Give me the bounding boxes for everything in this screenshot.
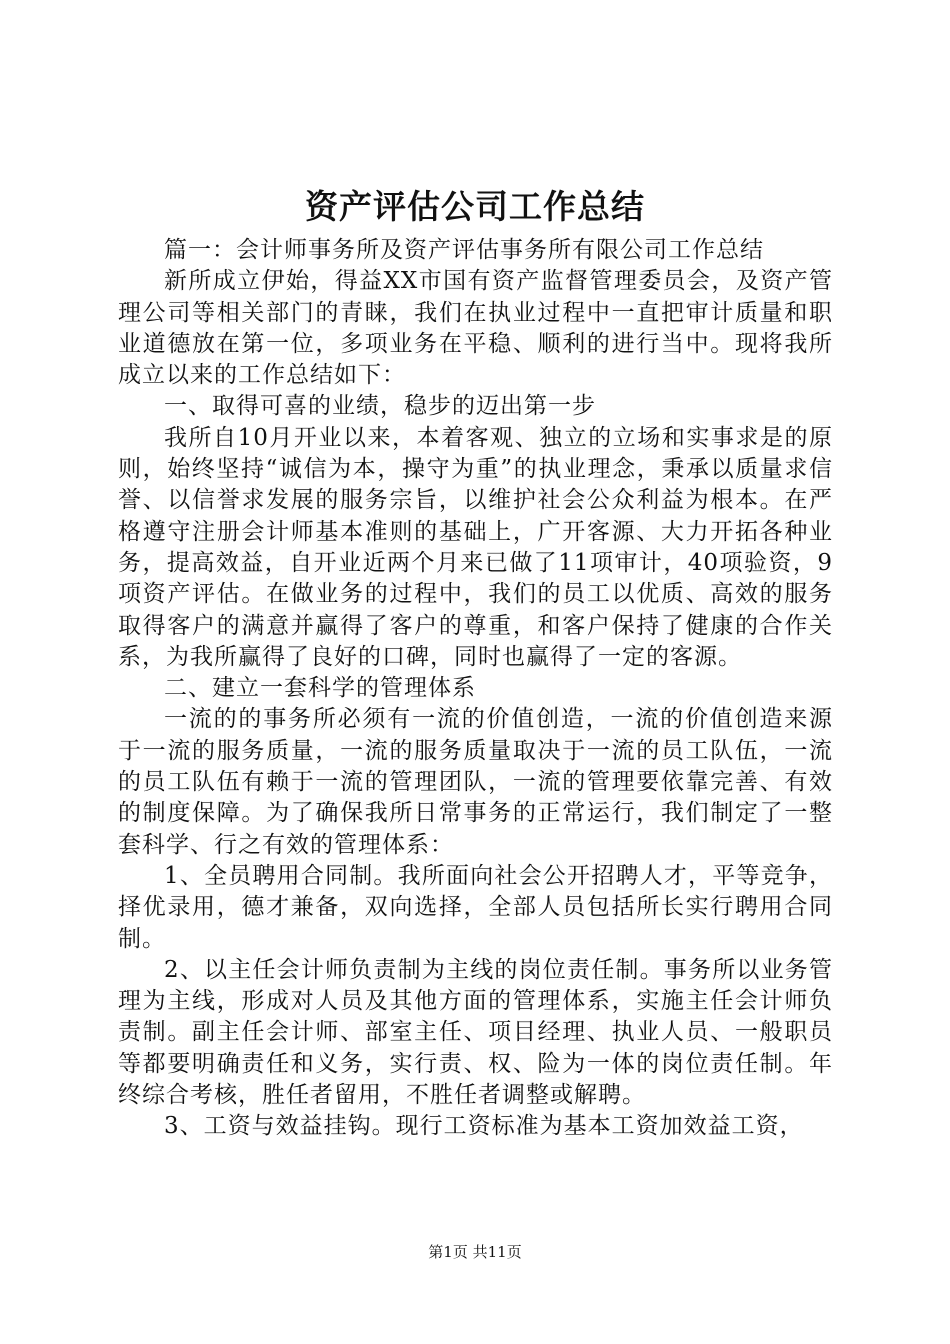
list-item-3: 3、工资与效益挂钩。现行工资标准为基本工资加效益工资，: [164, 1113, 804, 1140]
section-heading-2: 二、建立一套科学的管理体系: [164, 675, 476, 702]
paragraph-intro-heading: 篇一：会计师事务所及资产评估事务所有限公司工作总结: [164, 237, 764, 263]
page-number-footer: 第1页 共11页: [428, 1243, 522, 1261]
paragraph-introduction: 新所成立伊始，得益XX市国有资产监督管理委员会，及资产管理公司等相关部门的青睐，我们在执业过程中一直把审计质量和职业道德放在第一位，多项业务在平稳、顺利的进行当中。现将我所成立以来的工作总结如下：: [118, 268, 833, 389]
document-body: [118, 235, 833, 1143]
list-item-1: 1、全员聘用合同制。我所面向社会公开招聘人才，平等竞争，择优录用，德才兼备，双向选择，全部人员包括所长实行聘用合同制。: [118, 862, 833, 952]
list-item-2: 2、以主任会计师负责制为主线的岗位责任制。事务所以业务管理为主线，形成对人员及其他方面的管理体系，实施主任会计师负责制。副主任会计师、部室主任、项目经理、执业人员、一般职员等都要明确责任和义务，实行责、权、险为一体的岗位责任制。年终综合考核，胜任者留用，不胜任者调整或解聘。: [118, 956, 833, 1109]
paragraph-management: 一流的的事务所必须有一流的价值创造，一流的价值创造来源于一流的服务质量，一流的服务质量取决于一流的员工队伍，一流的员工队伍有赖于一流的管理团队，一流的管理要依靠完善、有效的制度保障。为了确保我所日常事务的正常运行，我们制定了一整套科学、行之有效的管理体系：: [118, 706, 833, 858]
document-title: 资产评估公司工作总结: [305, 187, 645, 226]
paragraph-achievements: 我所自10月开业以来，本着客观、独立的立场和实事求是的原则，始终坚持“诚信为本，操守为重”的执业理念，秉承以质量求信誉、以信誉求发展的服务宗旨，以维护社会公众利益为根本。在严格遵守注册会计师基本准则的基础上，广开客源、大力开拓各种业务，提高效益，自开业近两个月来已做了11项审计，40项验资，9项资产评估。在做业务的过程中，我们的员工以优质、高效的服务取得客户的满意并赢得了客户的尊重，和客户保持了健康的合作关系，为我所赢得了良好的口碑，同时也赢得了一定的客源。: [118, 424, 833, 670]
section-heading-1: 一、取得可喜的业绩，稳步的迈出第一步: [164, 393, 596, 420]
